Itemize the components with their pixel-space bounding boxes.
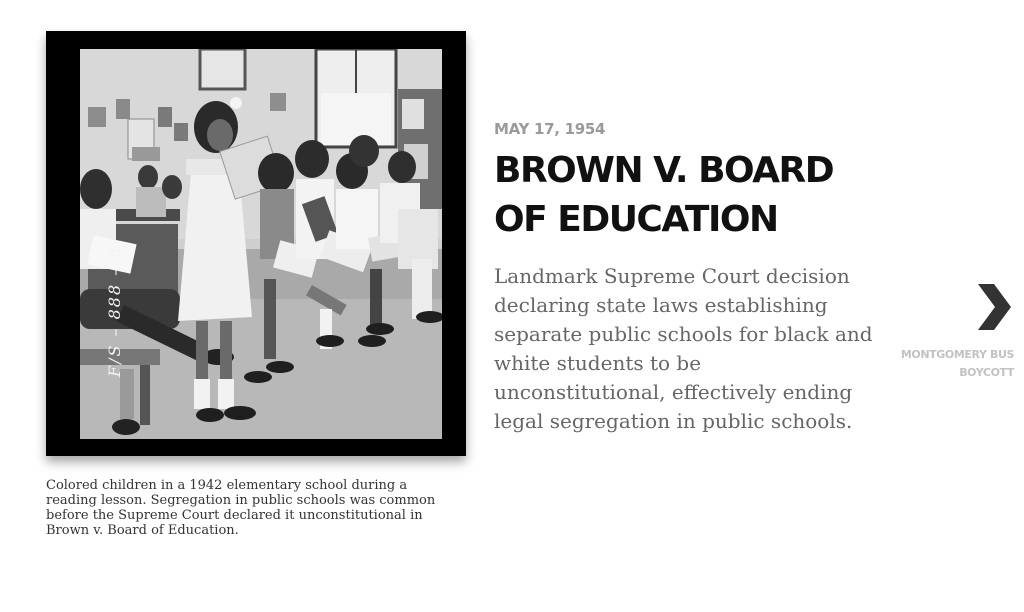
chevron-right-icon[interactable] bbox=[974, 282, 1014, 332]
next-event-label[interactable]: MONTGOMERY BUS BOYCOTT bbox=[900, 348, 1014, 379]
next-event-button[interactable] bbox=[894, 282, 1014, 382]
photo-caption: Colored children in a 1942 elementary school during a reading lesson. Segregation in public schools was common before the Supreme Court declared it unconstitutional in Brown v. Board of Education. bbox=[46, 478, 436, 538]
film-marking-text: F/S – 888 – E bbox=[105, 244, 124, 377]
event-title: BROWN V. BOARD OF EDUCATION bbox=[494, 150, 834, 240]
photo-frame bbox=[46, 31, 466, 456]
classroom-photo bbox=[80, 49, 442, 439]
event-date: MAY 17, 1954 bbox=[494, 120, 606, 138]
event-description: Landmark Supreme Court decision declaring state laws establishing separate public schools for black and white students to be unconstitutional, effectively ending legal segregation in public schools. bbox=[494, 264, 873, 433]
